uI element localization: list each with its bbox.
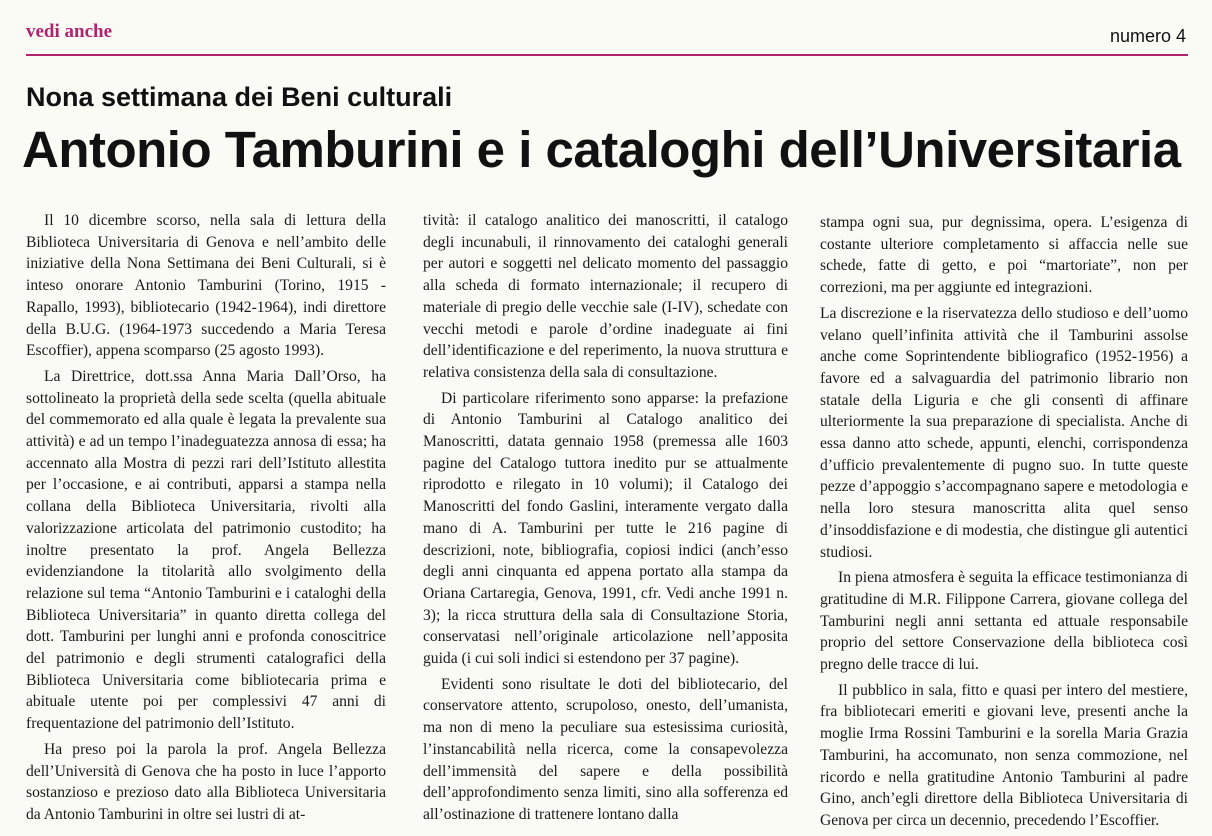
section-rubric: vedi anche [26, 21, 113, 42]
paragraph: La Direttrice, dott.ssa Anna Maria Dall’Orso, ha sottolineato la proprietà della sede scelta (quella abituale del commemorato ed alla quale è legata la prevalente sua attività) e ad un tempo l’inadeguatezza annosa di essa; ha accennato alla Mostra di pezzi rari dell’Istituto allestita per l’occasione, e ai contributi, apparsi a stampa nella collana della Biblioteca Universitaria, rivolti alla valorizzazione articolata del patrimonio custodito; ha inoltre presentato la prof. Angela Bellezza evidenziandone la titolarità allo svolgimento della relazione sul tema “Antonio Tamburini e i cataloghi della Biblioteca Universitaria” in quanto diretta collega del dott. Tamburini per lunghi anni e profonda conoscitrice del patrimonio e degli strumenti catalografici della Biblioteca Universitaria come bibliotecaria prima e abituale utente poi per complessivi 47 anni di frequentazione del patrimonio dell’Istituto. [26, 367, 386, 733]
paragraph-continued: tività: il catalogo analitico dei manoscritti, il catalogo degli incunabuli, il rinnovamento dei cataloghi generali per autori e soggetti nel delicato momento del passaggio alla scheda di formato internazionale; il recupero di materiale di pregio delle vecchie sale (I-IV), schedate con vecchi metodi e parole d’ordine inadeguate ai fini dell’identificazione e del reperimento, la nuova struttura e relativa consistenza della sala di consultazione. [423, 212, 788, 381]
issue-number: numero 4 [1109, 26, 1186, 46]
text-column-1 [26, 210, 386, 830]
paragraph: Di particolare riferimento sono apparse: la prefazione di Antonio Tamburini al Catalogo analitico dei Manoscritti, datata gennaio 1958 (premessa alle 1603 pagine del Catalogo tuttora inedito pur se attualmente riprodotto e rilegato in 10 volumi); il Catalogo dei Manoscritti del fondo Gaslini, interamente vergato dalla mano di A. Tamburini per tutte le 216 pagine di descrizioni, note, bibliografia, copiosi indici (anch’esso degli anni cinquanta ed appena portato alla stampa da Oriana Cartaregia, Genova, 1991, cfr. Vedi anche 1991 n. 3); la ricca struttura della sala di Consultazione Storia, conservatasi nell’originale articolazione nell’apposita guida (i cui soli indici si estendono per 37 pagine). [423, 389, 788, 668]
paragraph: Il pubblico in sala, fitto e quasi per intero del mestiere, fra bibliotecari emeriti e giovani leve, presenti anche la moglie Irma Rossini Tamburini e la sorella Maria Grazia Tamburini, ha accomunato, non senza commozione, nel ricordo e nella gratitudine Antonio Tamburini al padre Gino, anch’egli direttore della Biblioteca Universitaria di Genova per circa un decennio, precedendo l’Escoffier. [820, 681, 1188, 829]
article-title: Antonio Tamburini e i cataloghi dell’Universitaria [22, 121, 1181, 178]
article-kicker: Nona settimana dei Beni culturali [26, 82, 453, 112]
text-column-3 [820, 212, 1188, 836]
paragraph: In piena atmosfera è seguita la efficace testimonianza di gratitudine di M.R. Filippone Carrera, giovane collega del Tamburini negli anni settanta ed attuale responsabile proprio del settore Conservazione della biblioteca così pregno delle tracce di lui. [820, 569, 1188, 674]
paragraph: Il 10 dicembre scorso, nella sala di lettura della Biblioteca Universitaria di Genova e nell’ambito delle iniziative della Nona Settimana dei Beni Culturali, si è inteso onorare Antonio Tamburini (Torino, 1915 - Rapallo, 1993), bibliotecario (1942-1964), indi direttore della B.U.G. (1964-1973 succedendo a Maria Teresa Escoffier), appena scomparso (25 agosto 1993). [26, 212, 386, 360]
paragraph: Evidenti sono risultate le doti del bibliotecario, del conservatore attento, scrupoloso, onesto, dell’umanista, ma non di meno la peculiare sua estesissima curiosità, l’instancabilità nella ricerca, come la consapevolezza dell’immensità del sapere e della possibilità dell’approfondimento senza limiti, sino alla sofferenza ed all’ostinazione di trattenere lontano dalla [423, 675, 788, 823]
paragraph: La discrezione e la riservatezza dello studioso e dell’uomo velano quell’infinita attività che il Tamburini assolse anche come Soprintendente bibliografico (1952-1956) a favore ed a salvaguardia del patrimonio librario non statale della Liguria e che gli consentì di affinare ulteriormente la sua preparazione di specialista. Anche di essa danno atto schede, appunti, elenchi, corrispondenza d’ufficio prevalentemente di pugno suo. In tutte queste pezze d’appoggio s’accompagnano sapere e metodologia e nella loro stesura manoscritta alita quel senso d’insoddisfazione e di modestia, che distingue gli autentici studiosi. [820, 304, 1188, 561]
paragraph-continued: stampa ogni sua, pur degnissima, opera. L’esigenza di costante ulteriore completamento si affaccia nelle sue schede, fatte di getto, e poi “martoriate”, non per correzioni, ma per aggiunte ed integrazioni. [820, 214, 1188, 297]
paragraph: Ha preso poi la parola la prof. Angela Bellezza dell’Università di Genova che ha posto in luce l’apporto sostanzioso e prezioso dato alla Biblioteca Universitaria da Antonio Tamburini in oltre sei lustri di at- [26, 740, 386, 823]
text-column-2 [423, 210, 788, 830]
masthead-bar [26, 20, 1188, 56]
